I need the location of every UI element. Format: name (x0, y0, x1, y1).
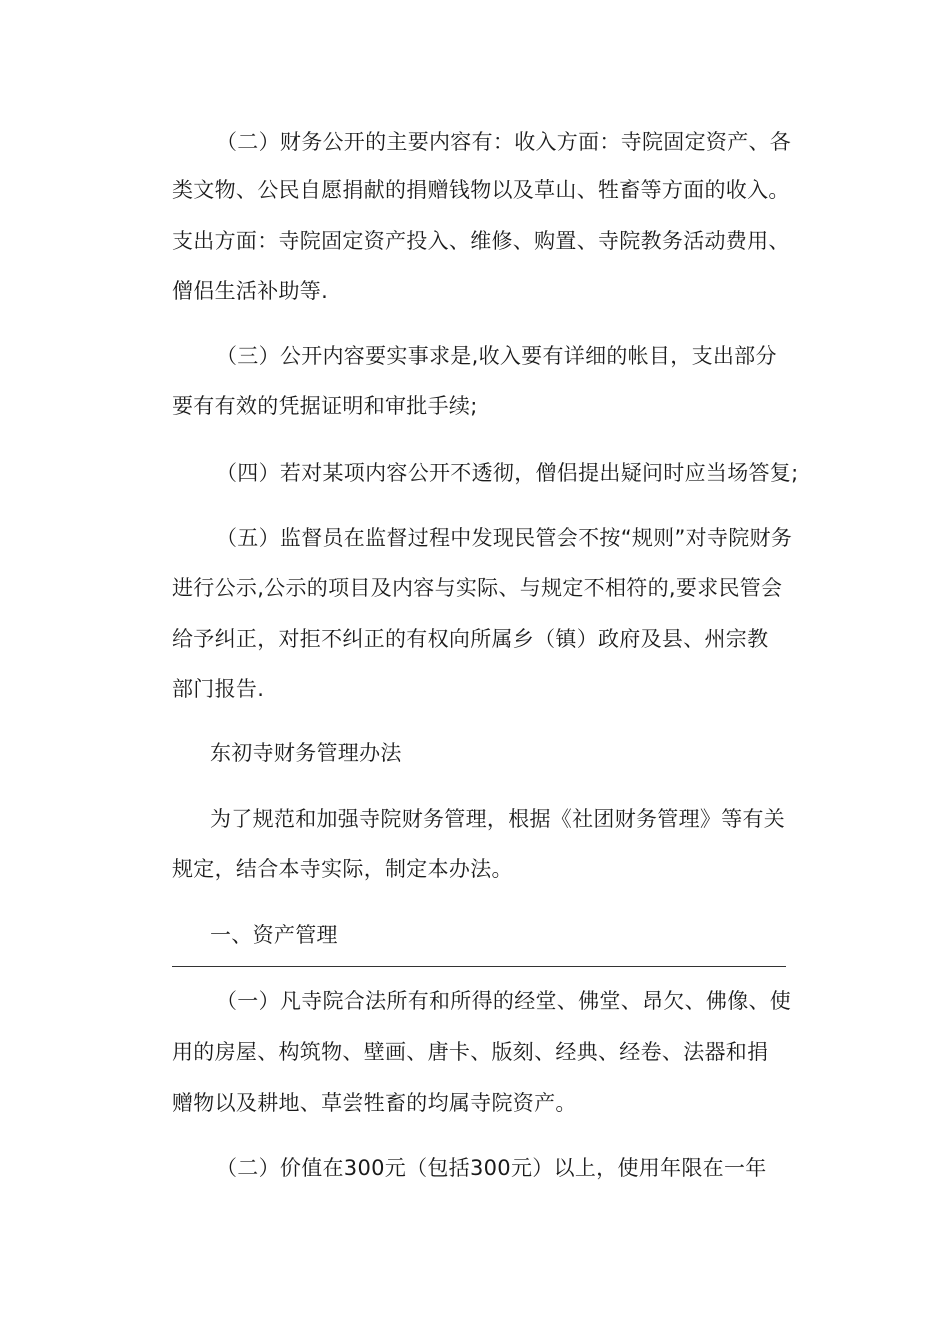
text-line: 部门报告. (172, 677, 265, 701)
text-line: 赠物以及耕地、草尝牲畜的均属寺院资产。 (172, 1091, 577, 1115)
text-line: 僧侣生活补助等. (172, 279, 329, 303)
text-line: （五）监督员在监督过程中发现民管会不按“规则”对寺院财务 (216, 526, 793, 550)
text-line: （二）价值在300元（包括300元）以上，使用年限在一年 (216, 1156, 767, 1180)
text-line: （四）若对某项内容公开不透彻，僧侣提出疑问时应当场答复; (216, 461, 799, 485)
text-line: 要有有效的凭据证明和审批手续; (172, 394, 478, 418)
text-line: 为了规范和加强寺院财务管理，根据《社团财务管理》等有关 (210, 807, 786, 831)
text-line: （三）公开内容要实事求是,收入要有详细的帐目，支出部分 (216, 344, 777, 368)
text-line: （一）凡寺院合法所有和所得的经堂、佛堂、昂欠、佛像、使 (216, 989, 792, 1013)
text-line: 用的房屋、构筑物、壁画、唐卡、版刻、经典、经卷、法器和捐 (172, 1040, 769, 1064)
horizontal-rule (172, 966, 786, 967)
text-line: （二）财务公开的主要内容有：收入方面：寺院固定资产、各 (216, 130, 792, 154)
text-line: 规定，结合本寺实际，制定本办法。 (172, 857, 513, 881)
text-line: 类文物、公民自愿捐献的捐赠钱物以及草山、牲畜等方面的收入。 (172, 178, 790, 202)
text-line: 进行公示,公示的项目及内容与实际、与规定不相符的,要求民管会 (172, 576, 783, 600)
section-title: 东初寺财务管理办法 (210, 741, 402, 765)
text-line: 支出方面：寺院固定资产投入、维修、购置、寺院教务活动费用、 (172, 229, 790, 253)
section-heading: 一、资产管理 (210, 923, 338, 947)
text-line: 给予纠正，对拒不纠正的有权向所属乡（镇）政府及县、州宗教 (172, 627, 769, 651)
